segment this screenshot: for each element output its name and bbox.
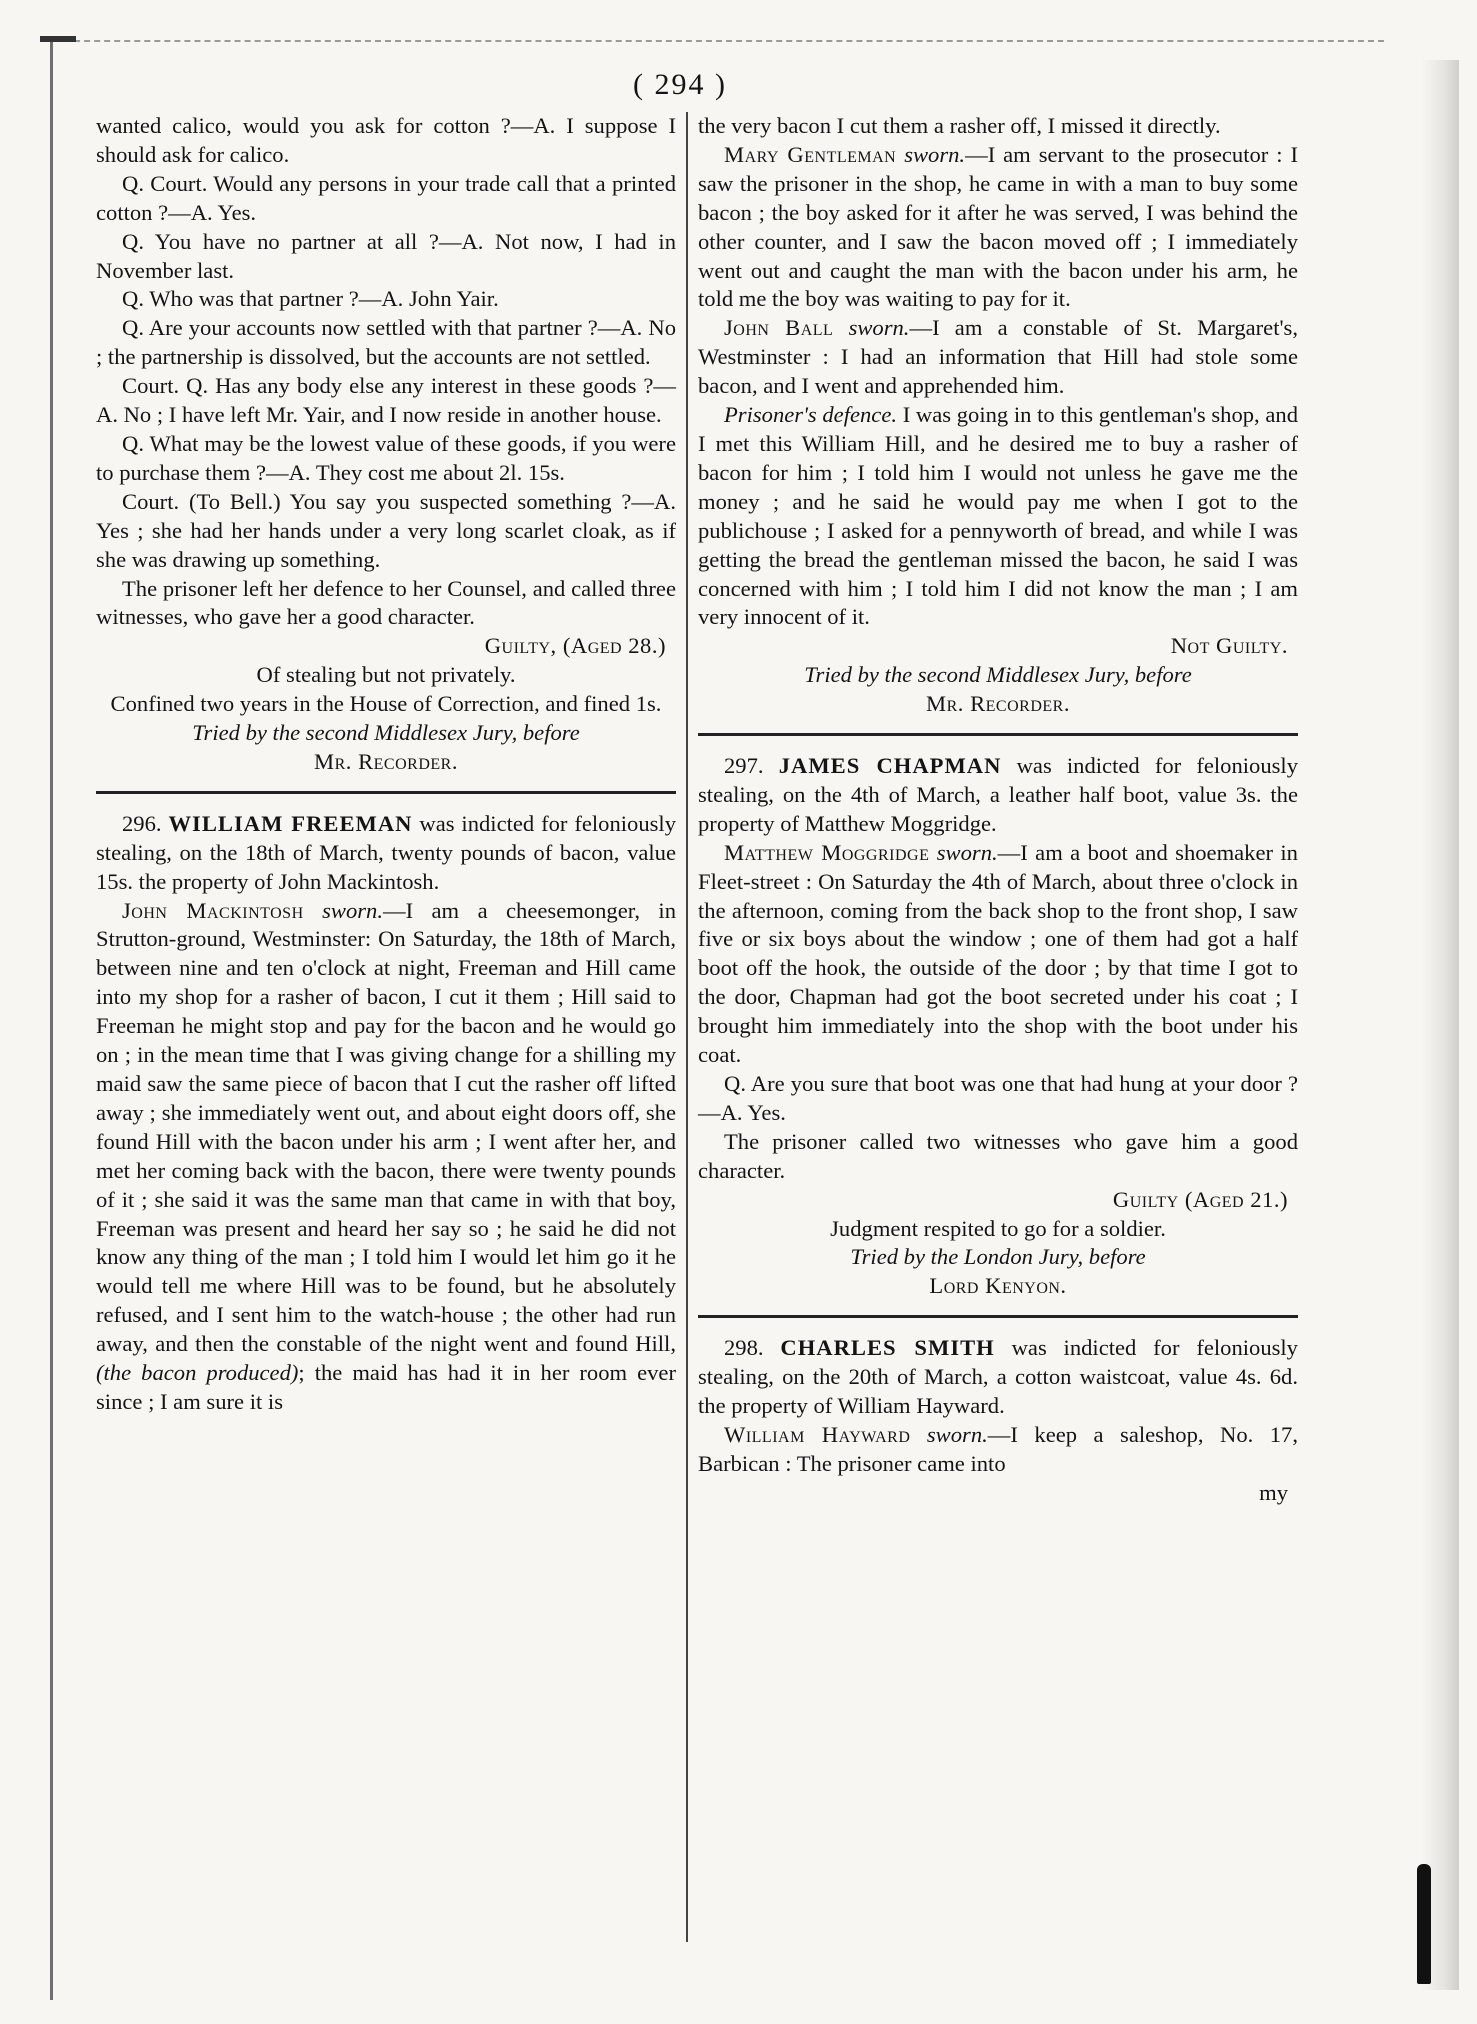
case-entry [96,810,676,897]
paragraph: Q. You have no partner at all ?—A. Not now, I had in November last. [96,228,676,283]
witness-name: Matthew Moggridge [724,839,930,865]
testimony-paragraph [698,141,1298,314]
indictment-text: was indicted for feloniously stealing, on the 18th of March, twenty pounds of bacon, value 15s. the property of John Mackintosh. [96,810,676,894]
right-column [698,112,1298,1508]
case-number: 296. [122,810,162,836]
sworn-label: sworn. [926,1421,988,1447]
testimony-paragraph [698,1421,1298,1479]
stage-note: (the bacon produced) [96,1360,299,1386]
tried-by-line: Tried by the second Middlesex Jury, before [804,662,1192,688]
indictment-text: was indicted for feloniously stealing, on the 20th of March, a cotton waistcoat, value 4s. 6d. the property of William Hayward. [698,1335,1298,1419]
verdict: Not Guilty. [1170,633,1288,659]
catchword: my [1259,1479,1288,1505]
scan-corner-mark [40,36,76,42]
defence-label: Prisoner's defence. [724,402,898,428]
defendant-name: JAMES CHAPMAN [778,753,1002,779]
tried-by-line: Tried by the London Jury, before [850,1244,1146,1270]
paragraph: wanted calico, would you ask for cotton ?—A. I suppose I should ask for calico. [96,113,676,167]
testimony-text: —I keep a saleshop, No. 17, Barbican : The prisoner came into [698,1421,1298,1476]
testimony-text: —I am servant to the prosecutor : I saw the prisoner in the shop, he came in with a man to buy some bacon ; the boy asked for it after he was served, I was behind the other counter, and I saw the bacon moved off ; I immediately went out and caught the man with the bacon under his arm, he told me the boy was waiting to pay for it. [698,141,1299,312]
defence-text: I was going in to this gentleman's shop, and I met this William Hill, and he desired me to buy a rasher of bacon for him ; I told him I would not unless he gave me the money ; and he said he would pay me when I got to the publichouse ; I asked for a pennyworth of bread, and while I was getting the bread the gentleman missed the bacon, he said I was concerned with him ; I told him I did not know the man ; I am very innocent of it. [698,402,1299,630]
sworn-label: sworn. [936,839,998,865]
tried-by-line: Tried by the second Middlesex Jury, before [192,720,580,746]
tried-by-judge: Mr. Recorder. [314,748,458,774]
paragraph: Court. Q. Has any body else any interest in these goods ?—A. No ; I have left Mr. Yair, and I now reside in another house. [96,373,676,428]
section-rule [698,1315,1298,1318]
paragraph: Court. (To Bell.) You say you suspected something ?—A. Yes ; she had her hands under a very long scarlet cloak, as if she was drawing up something. [96,488,676,572]
case-number: 298. [724,1335,764,1361]
page-edge-blot [1417,1864,1431,1984]
witness-name: Mary Gentleman [724,141,897,167]
judgment: Judgment respited to go for a soldier. [830,1215,1166,1241]
testimony-paragraph [96,897,676,1417]
sworn-label: sworn. [904,141,966,167]
case-number: 297. [724,753,764,779]
column-divider [686,112,688,1942]
case-entry [698,1334,1298,1421]
section-rule [698,733,1298,736]
testimony-text: —I am a constable of St. Margaret's, Westminster : I had an information that Hill had stole some bacon, and I went and apprehended him. [698,315,1298,399]
testimony-text: —I am a cheesemonger, in Strutton-ground, Westminster: On Saturday, the 18th of March, between nine and ten o'clock at night, Freeman and Hill came into my shop for a rasher of bacon, I cut it them ; Hill said to Freeman he might stop and pay for the bacon and he would go on ; in the mean time that I was giving change for a shilling my maid saw the same piece of bacon that I cut the rasher off lifted away ; she immediately went out, and about eight doors off, she found Hill with the bacon under his arm ; I went after her, and met her coming back with the bacon, there were twenty pounds of it ; she said it was the same man that came in with that boy, Freeman was present and heard her say so ; he said he did not know any thing of the man ; I told him I would let him go it he would tell me where Hill was to be found, but he absolutely refused, and I sent him to the watch-house ; the other had run away, and then the constable of the night went and found Hill, [96,897,676,1357]
defence-paragraph [698,401,1298,632]
testimony-paragraph [698,314,1298,401]
paragraph: Q. Who was that partner ?—A. John Yair. [122,286,499,312]
witness-name: John Ball [724,315,834,341]
sentence: Confined two years in the House of Correction, and fined 1s. [110,691,662,717]
scan-border-top [44,40,1384,42]
tried-by-judge: Mr. Recorder. [926,691,1070,717]
indictment-text: was indicted for feloniously stealing, on the 4th of March, a leather half boot, value 3s. the property of Matthew Moggridge. [698,753,1298,836]
case-entry [698,752,1298,839]
scan-border-left [50,40,53,2000]
sworn-label: sworn. [848,315,910,341]
testimony-text: —I am a boot and shoemaker in Fleet-street : On Saturday the 4th of March, about three o'clock in the afternoon, coming from the back shop to the front shop, I saw five or six boys about the window ; one of them had got a half boot off the hook, the outside of the door ; by that time I got to the door, Chapman had got the boot secreted under his coat ; I brought him immediately into the shop with the boot under his coat. [698,839,1298,1068]
paragraph: Q. Are you sure that boot was one that had hung at your door ?—A. Yes. [698,1071,1298,1125]
testimony-paragraph [698,839,1298,1070]
defendant-name: CHARLES SMITH [780,1335,995,1361]
page-number: ( 294 ) [633,68,727,101]
witness-name: William Hayward [724,1421,911,1447]
testimony-end: ; the maid has had it in her room ever since ; I am sure it is [96,1360,676,1414]
left-column [96,112,676,1417]
verdict: Guilty (Aged 21.) [1112,1186,1288,1212]
paragraph: Q. Court. Would any persons in your trade call that a printed cotton ?—A. Yes. [96,170,676,225]
paragraph: The prisoner called two witnesses who gave him a good character. [698,1128,1298,1183]
page-edge-shadow [1421,60,1459,1990]
paragraph: The prisoner left her defence to her Counsel, and called three witnesses, who gave her a good character. [96,575,676,630]
tried-by-judge: Lord Kenyon. [929,1273,1067,1299]
paragraph: Q. What may be the lowest value of these goods, if you were to purchase them ?—A. They cost me about 2l. 15s. [96,430,676,485]
section-rule [96,791,676,794]
paragraph: the very bacon I cut them a rasher off, I missed it directly. [698,113,1221,138]
witness-name: John Mackintosh [122,897,304,923]
verdict: Guilty, (Aged 28.) [484,633,666,659]
defendant-name: WILLIAM FREEMAN [168,810,413,836]
sworn-label: sworn. [322,897,383,923]
verdict-note: Of stealing but not privately. [256,662,516,688]
paragraph: Q. Are your accounts now settled with that partner ?—A. No ; the partnership is dissolved, but the accounts are not settled. [96,315,676,370]
